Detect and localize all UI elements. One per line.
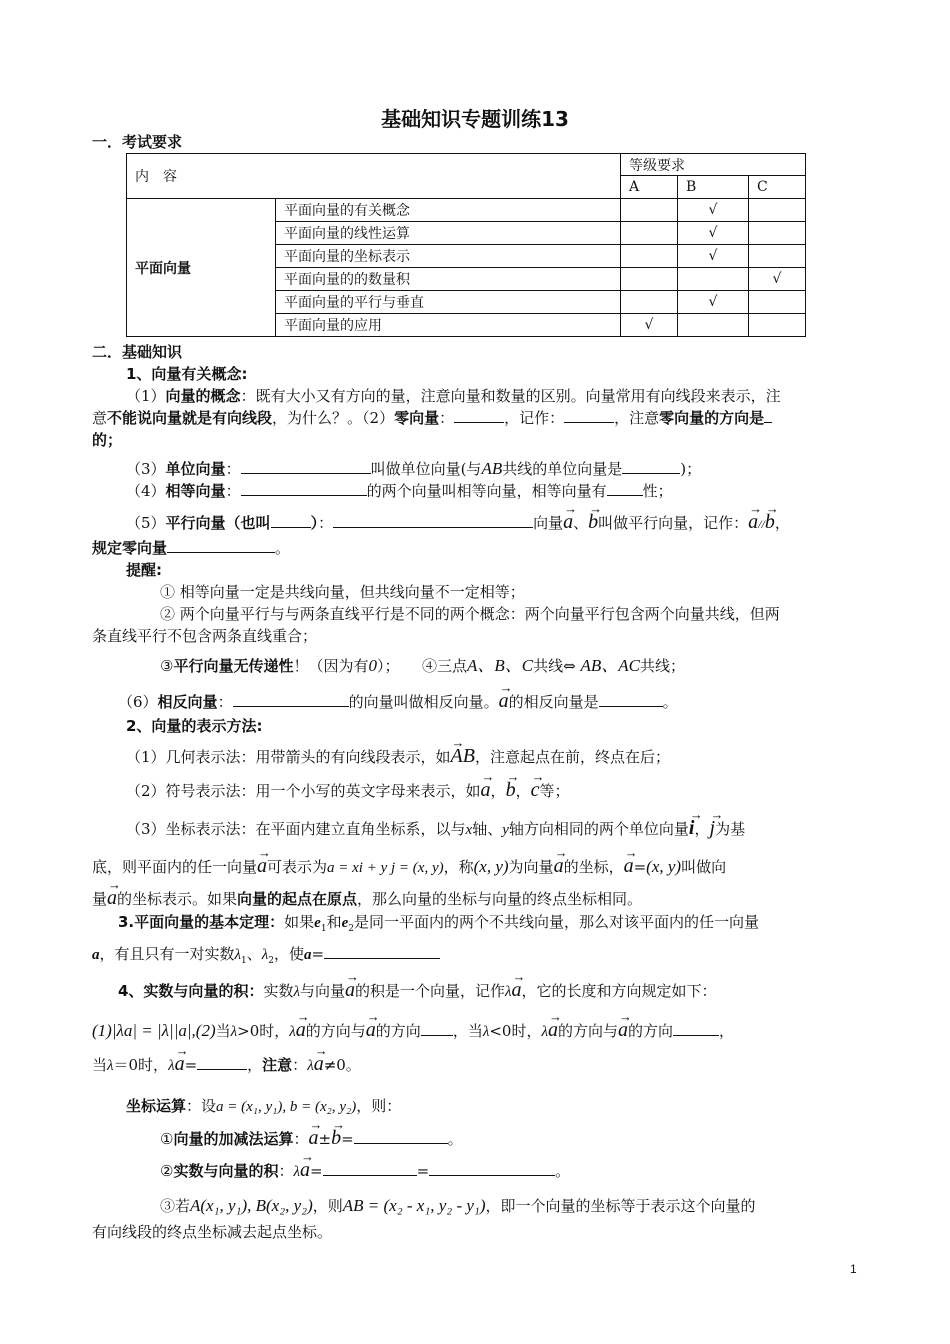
basic-theorem-2: a，有且只有一对实数$\lambda_1$、$\lambda_2$，使a= [92,944,440,971]
level-b-cell [678,314,749,337]
coordinate-ops: 坐标运算：设a = (x₁, y₁), b = (x₂, y₂)，则： [126,1097,402,1115]
level-b-cell: √ [678,199,749,222]
fill-blank[interactable] [241,481,367,496]
scalar-product: 4、实数与向量的积：实数λ与向量→ a的积是一个向量，记作λ→ a，它的长度和方向规定如下： [118,980,717,1002]
page-title: 基础知识专题训练13 [381,107,569,131]
heading-scalar-product: 4、实数与向量的积： [118,982,264,1000]
term-zero-vector: 零向量 [394,409,440,427]
item-cell: 平面向量的应用 [276,314,621,337]
col-a-header: A [621,176,678,199]
para-parallel-vector: （5）平行向量（也叫 ）： 向量→ a、→ b叫做平行向量，记作：→ a//→ b， [126,512,790,534]
vector-b: → b [588,512,598,532]
para-zero-vector-end: 的； [92,431,123,449]
level-c-cell: √ [749,268,806,291]
group-cell: 平面向量 [127,199,276,337]
para-vector-concept: （1）向量的概念：既有大小又有方向的量，注意向量和数量的区别。向量常用有向线段来表示，注 [126,387,781,405]
para-equal-vector: （4）相等向量： 的两个向量叫相等向量，相等向量有 性； [126,482,673,500]
op-points: ③若A(x₁, y₁), B(x₂, y₂)，则AB = (x₂ - x₁, y₂ - y₁)，即一个向量的坐标等于表示这个向量的 [160,1196,756,1215]
rep-geometric: （1）几何表示法：用带箭头的有向线段表示，如→ AB，注意起点在前，终点在后； [126,746,670,767]
level-a-cell [621,245,678,268]
requirements-table [126,153,806,337]
tip-2: ② 两个向量平行与与两条直线平行是不同的两个概念：两个向量平行包含两个向量共线，但两 [160,605,780,623]
vector-ab: → AB [451,746,475,766]
fill-blank[interactable] [233,692,349,707]
item-cell: 平面向量的线性运算 [276,222,621,245]
fill-blank[interactable] [324,944,440,959]
fill-blank[interactable] [607,481,643,496]
rep-symbolic: （2）符号表示法：用一个小写的英文字母来表示，如→ a，→ b，→ c等； [126,780,569,801]
rep-coordinate-2: 底，则平面内的任一向量→ a可表示为a = xi + y j = (x, y)，称(x, y)为向量→ a的坐标，→ a=(x, y)叫做向 [92,856,726,878]
heading-vector-concepts: 1、向量有关概念: [126,365,248,383]
heading-representation: 2、向量的表示方法: [126,717,263,735]
level-c-cell [749,291,806,314]
fill-blank[interactable] [271,513,311,528]
level-a-cell [621,199,678,222]
rep-coordinate-3: 量→ a的坐标表示。如果向量的起点在原点，那么向量的坐标与向量的终点坐标相同。 [92,888,642,909]
tip-3: ③平行向量无传递性！（因为有0）； ④三点A、B、C共线⇔ AB、AC共线； [160,656,685,675]
item-cell: 平面向量的的数量积 [276,268,621,291]
section-1-heading: 一．考试要求 [92,133,183,151]
para-opposite-vector: （6）相反向量： 的向量叫做相反向量。→ a的相反向量是 。 [118,691,678,712]
fill-blank[interactable] [323,1161,417,1176]
vector-a: → a [563,512,573,532]
fill-blank[interactable] [673,1021,719,1036]
level-a-cell: √ [621,314,678,337]
term-parallel-vector: 平行向量（也叫 [165,514,271,532]
level-c-cell [749,222,806,245]
fill-blank[interactable] [429,1161,555,1176]
fill-blank[interactable] [599,692,663,707]
col-b-header: B [678,176,749,199]
level-b-cell: √ [678,291,749,314]
level-b-cell: √ [678,245,749,268]
term-equal-vector: 相等向量 [165,482,226,500]
vector-a: → a [499,691,509,711]
item-cell: 平面向量的平行与垂直 [276,291,621,314]
level-header: 等级要求 [621,154,806,176]
tip-heading: 提醒: [126,561,162,579]
term-opposite-vector: 相反向量 [157,693,218,711]
para-unit-vector: （3）单位向量： 叫做单位向量(与AB共线的单位向量是 )； [126,459,702,478]
level-a-cell [621,222,678,245]
scalar-rule-1: (1)|λa| = |λ||a|,(2)当λ>0时，λ→ a的方向与→ a的方向 ，当λ<0时，λ→ a的方向与→ a的方向 ， [92,1020,734,1042]
level-b-cell [678,268,749,291]
fill-blank[interactable] [241,459,371,474]
col-c-header: C [749,176,806,199]
fill-blank[interactable] [354,1129,448,1144]
page-number: 1 [850,1262,857,1276]
basic-theorem: 3.平面向量的基本定理：如果$e_1$和$e_2$是同一平面内的两个不共线向量，那么对该平面内的任一向量 [118,913,759,934]
para-zero-parallel: 规定零向量 。 [92,539,291,557]
scalar-rule-2: 当λ＝0时，λ→ a= ，注意：λ→ a≠0。 [92,1054,361,1076]
tip-2-cont: 条直线平行不包含两条直线重合； [92,627,318,645]
term-unit-vector: 单位向量 [165,460,226,478]
table-row [127,199,806,222]
fill-blank[interactable] [564,408,614,423]
fill-blank[interactable] [454,408,504,423]
level-c-cell [749,314,806,337]
level-b-cell: √ [678,222,749,245]
fill-blank[interactable] [622,459,680,474]
content-header: 内 容 [127,154,621,199]
rep-coordinate: （3）坐标表示法：在平面内建立直角坐标系，以与x轴、y轴方向相同的两个单位向量→ i，→ j为基 [126,818,745,840]
op-points-cont: 有向线段的终点坐标减去起点坐标。 [92,1223,333,1241]
vector-b: → b [765,512,775,532]
para-zero-vector: 意不能说向量就是有向线段，为什么？。（2）零向量： ，记作： ，注意零向量的方向是 [92,408,772,428]
fill-blank[interactable] [421,1021,453,1036]
heading-coordinate-ops: 坐标运算 [126,1097,187,1115]
tip-1: ① 相等向量一定是共线向量，但共线向量不一定相等； [160,583,525,601]
fill-blank[interactable] [764,408,772,423]
fill-blank[interactable] [197,1055,247,1070]
section-2-heading: 二．基础知识 [92,343,183,361]
level-c-cell [749,245,806,268]
item-cell: 平面向量的坐标表示 [276,245,621,268]
vector-a: → a [748,512,758,532]
level-a-cell [621,268,678,291]
fill-blank[interactable] [167,538,275,553]
level-c-cell [749,199,806,222]
item-cell: 平面向量的有关概念 [276,199,621,222]
heading-basic-theorem: 3.平面向量的基本定理： [118,913,285,931]
level-a-cell [621,291,678,314]
term-vector-concept: 向量的概念 [165,387,241,405]
fill-blank[interactable] [333,513,533,528]
op-add-sub: ①向量的加减法运算：→ a±→ b= 。 [160,1128,463,1149]
op-scalar: ②实数与向量的积：λ→ a= = 。 [160,1160,570,1182]
